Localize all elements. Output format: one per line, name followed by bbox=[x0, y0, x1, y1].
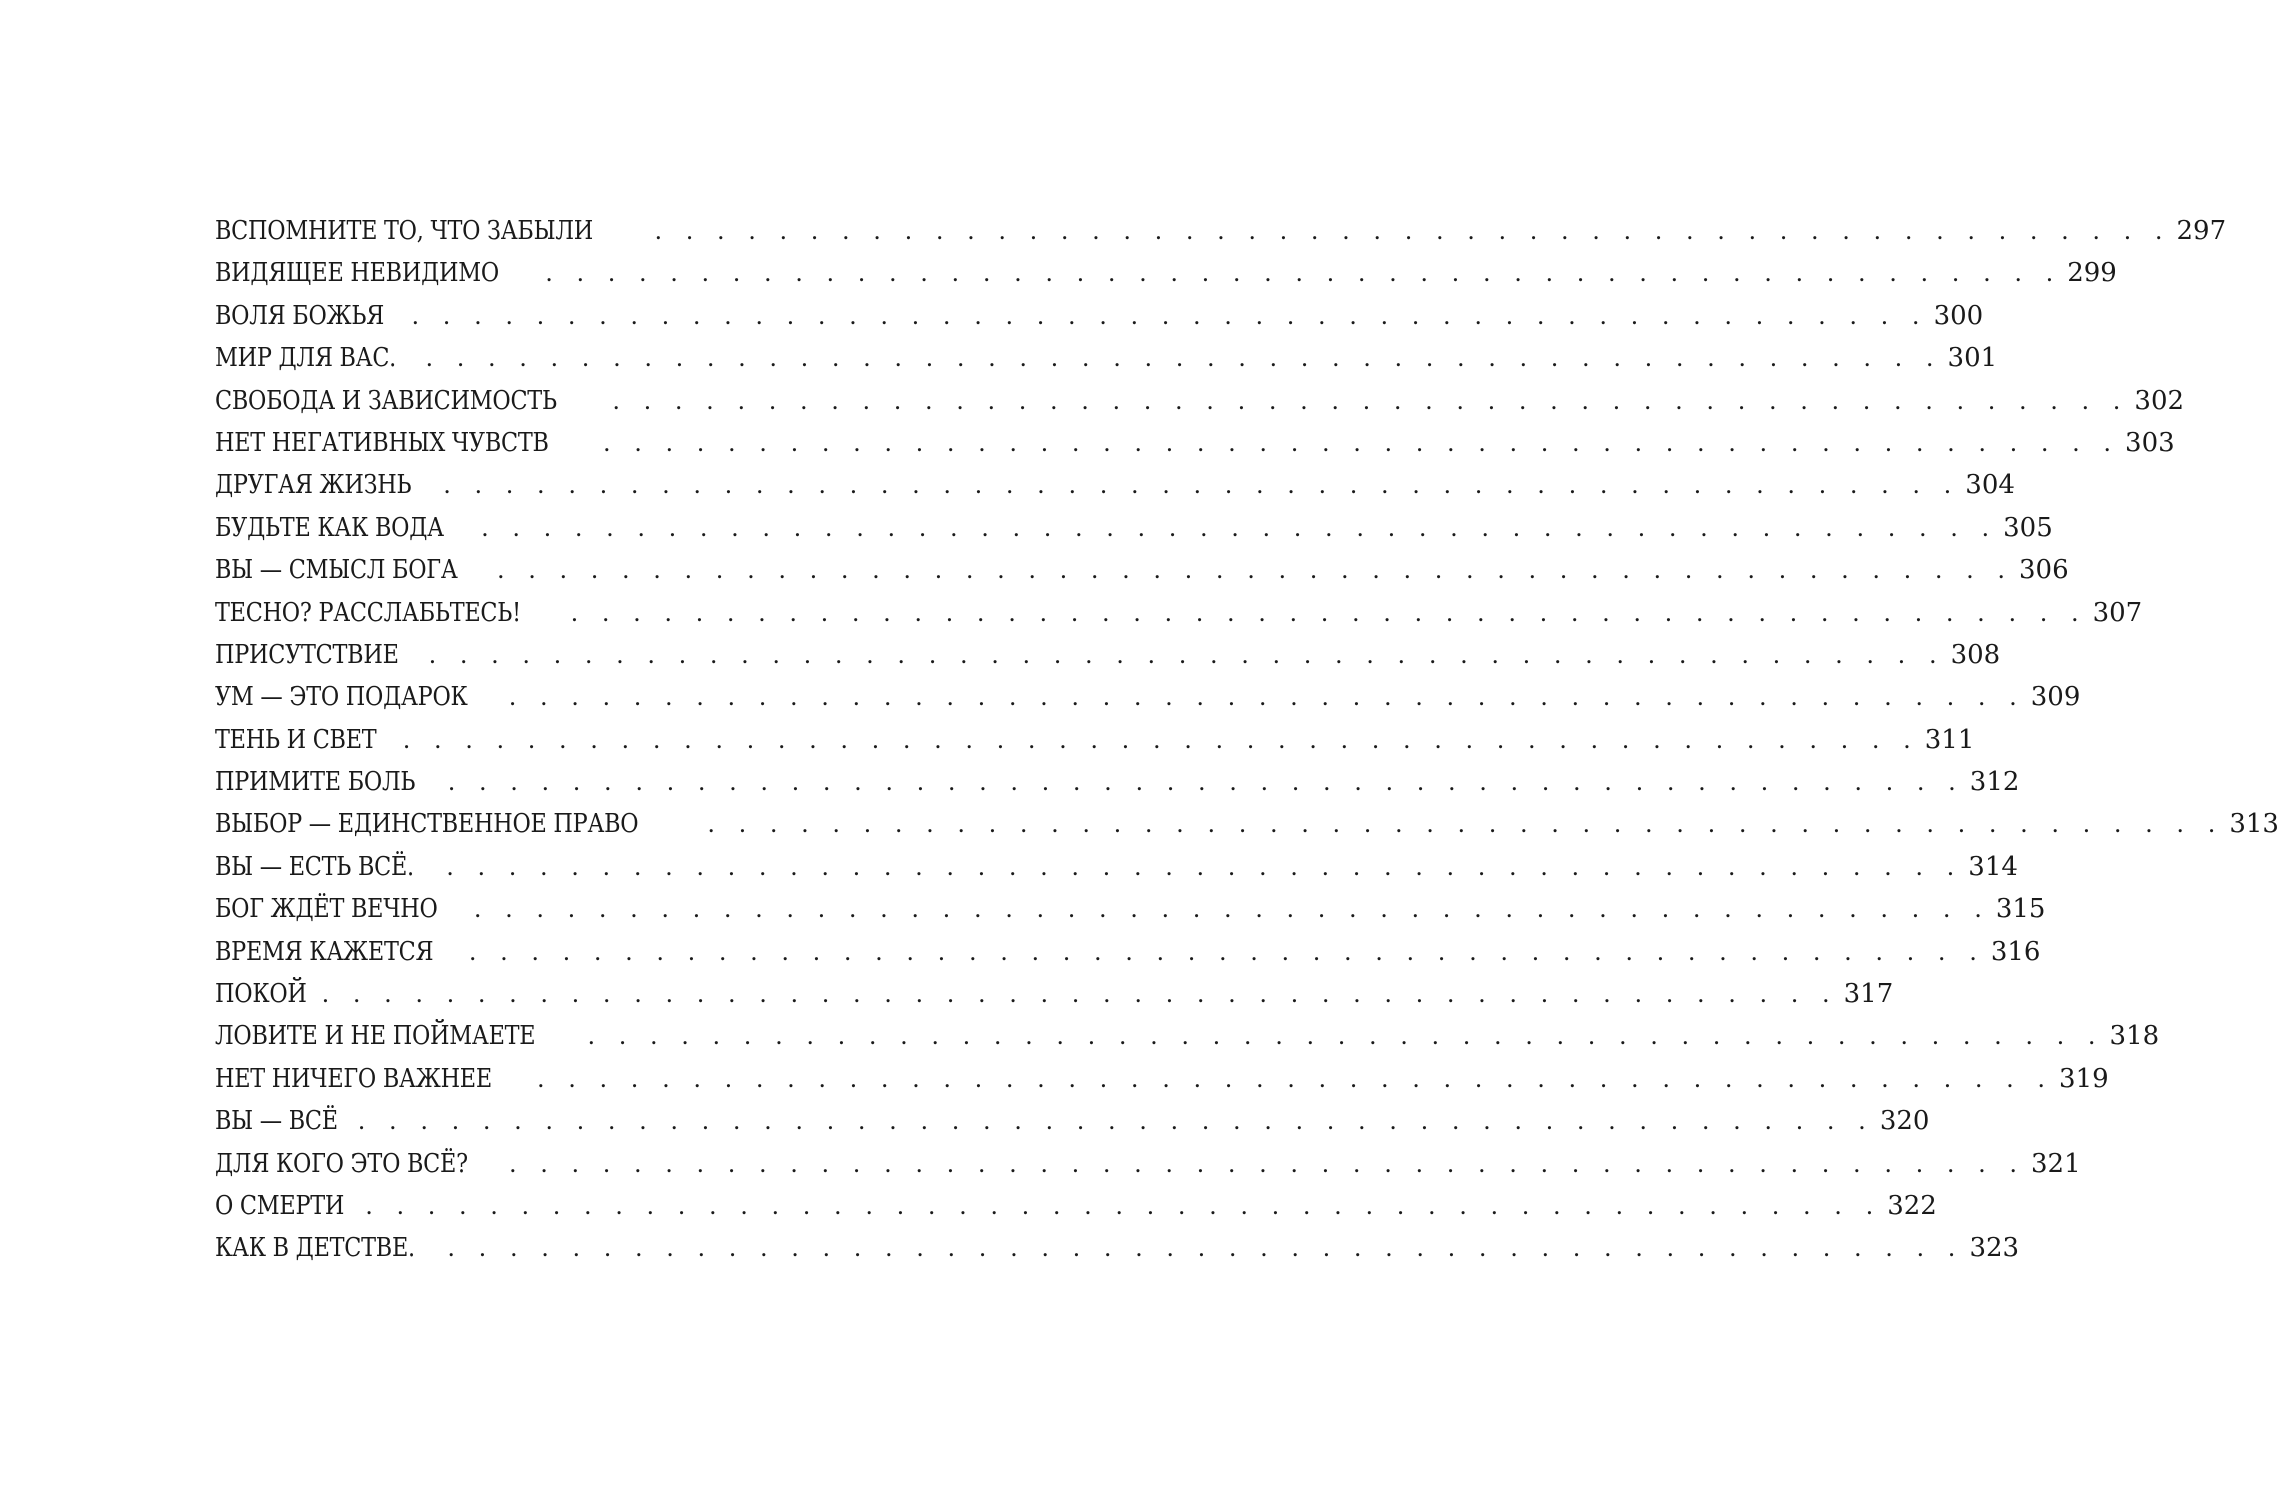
toc-entry-page: 303 bbox=[2125, 427, 2175, 458]
toc-dot-leader: . . . . . . . . . . . . . . . . . . . . . . . . . . . . . . . . . . . . . . . . . . . . . . . . . bbox=[545, 259, 2062, 288]
toc-entry-page: 297 bbox=[2176, 216, 2227, 246]
toc-entry-page: 313 bbox=[2229, 809, 2279, 840]
toc-entry-title: ВОЛЯ БОЖЬЯ bbox=[215, 300, 385, 331]
toc-entry-title: ТЕНЬ И СВЕТ bbox=[215, 724, 377, 755]
toc-entry-title: БУДЬТЕ КАК ВОДА bbox=[215, 512, 444, 543]
toc-dot-leader: . . . . . . . . . . . . . . . . . . . . . . . . . . . . . . . . . . . . . . . . . . . . . . . . . bbox=[481, 513, 1998, 542]
toc-dot-leader: . . . . . . . . . . . . . . . . . . . . . . . . . . . . . . . . . . . . . . . . . . . . . . . . . bbox=[411, 301, 1928, 330]
toc-dot-leader: . . . . . . . . . . . . . . . . . . . . . . . . . . . . . . . . . . . . . . . . . . . . . . . . . bbox=[497, 556, 2014, 585]
toc-entry-page: 299 bbox=[2067, 258, 2117, 289]
toc-entry[interactable] bbox=[215, 1100, 1930, 1142]
toc-entry[interactable] bbox=[215, 719, 1975, 761]
toc-entry[interactable] bbox=[215, 931, 2041, 973]
table-of-contents bbox=[215, 210, 2279, 1270]
toc-dot-leader: . . . . . . . . . . . . . . . . . . . . . . . . . . . . . . . . . . . . . . . . . . . . . . . . . bbox=[587, 1022, 2104, 1051]
toc-entry-title: ВЫ — ВСЁ bbox=[215, 1106, 338, 1137]
toc-entry-title: ВИДЯЩЕЕ НЕВИДИМО bbox=[215, 258, 499, 289]
toc-dot-leader: . . . . . . . . . . . . . . . . . . . . . . . . . . . . . . . . . . . . . . . . . . . . . . . . . bbox=[443, 471, 1960, 500]
toc-dot-leader: . . . . . . . . . . . . . . . . . . . . . . . . . . . . . . . . . . . . . . . . . . . . . . . . . bbox=[402, 725, 1919, 754]
toc-entry-title: БОГ ЖДЁТ ВЕЧНО bbox=[215, 894, 438, 925]
toc-entry[interactable] bbox=[215, 1143, 2081, 1185]
toc-dot-leader: . . . . . . . . . . . . . . . . . . . . . . . . . . . . . . . . . . . . . . . . . . . . . . . . . bbox=[446, 852, 1963, 881]
toc-entry[interactable] bbox=[215, 295, 1984, 337]
toc-entry-title: ВЫ — ЕСТЬ ВСЁ. bbox=[215, 851, 414, 882]
toc-entry-title: МИР ДЛЯ ВАС. bbox=[215, 343, 397, 374]
toc-entry-page: 317 bbox=[1843, 979, 1894, 1010]
toc-entry-title: ПРИМИТЕ БОЛЬ bbox=[215, 767, 416, 798]
toc-entry-title: ПРИСУТСТВИЕ bbox=[215, 639, 399, 670]
toc-entry[interactable] bbox=[215, 1227, 2020, 1269]
toc-entry[interactable] bbox=[215, 507, 2053, 549]
toc-entry-page: 304 bbox=[1965, 470, 2015, 501]
toc-entry-page: 308 bbox=[1950, 639, 2001, 670]
toc-dot-leader: . . . . . . . . . . . . . . . . . . . . . . . . . . . . . . . . . . . . . . . . . . . . . . . . . bbox=[508, 683, 2025, 712]
toc-entry-title: НЕТ НИЧЕГО ВАЖНЕЕ bbox=[215, 1063, 492, 1094]
toc-entry-title: ТЕСНО? РАССЛАБЬТЕСЬ! bbox=[215, 597, 521, 628]
toc-entry-title: ПОКОЙ bbox=[215, 979, 307, 1010]
toc-entry[interactable] bbox=[215, 1058, 2109, 1100]
toc-entry-title: О СМЕРТИ bbox=[215, 1190, 345, 1221]
toc-entry[interactable] bbox=[215, 422, 2175, 464]
toc-entry[interactable] bbox=[215, 252, 2117, 294]
toc-entry-title: НЕТ НЕГАТИВНЫХ ЧУВСТВ bbox=[215, 427, 549, 458]
toc-dot-leader: . . . . . . . . . . . . . . . . . . . . . . . . . . . . . . . . . . . . . . . . . . . . . . . . . bbox=[447, 768, 1964, 797]
toc-entry-page: 319 bbox=[2059, 1063, 2109, 1094]
toc-entry-page: 322 bbox=[1887, 1190, 1937, 1221]
toc-entry-page: 315 bbox=[1995, 894, 2046, 925]
toc-entry-page: 311 bbox=[1924, 724, 1975, 755]
toc-dot-leader: . . . . . . . . . . . . . . . . . . . . . . . . . . . . . . . . . . . . . . . . . . . . . . . . . bbox=[365, 1191, 1882, 1220]
toc-entry-title: ЛОВИТЕ И НЕ ПОЙМАЕТЕ bbox=[215, 1021, 536, 1052]
toc-entry-page: 316 bbox=[1990, 936, 2041, 967]
toc-entry[interactable] bbox=[215, 549, 2069, 591]
toc-dot-leader: . . . . . . . . . . . . . . . . . . . . . . . . . . . . . . . . . . . . . . . . . . . . . . . . . bbox=[428, 640, 1945, 669]
toc-entry-page: 300 bbox=[1933, 300, 1984, 331]
toc-entry-page: 320 bbox=[1879, 1106, 1930, 1137]
toc-dot-leader: . . . . . . . . . . . . . . . . . . . . . . . . . . . . . . . . . . . . . . . . . . . . . . . . . bbox=[425, 344, 1942, 373]
toc-entry-title: КАК В ДЕТСТВЕ. bbox=[215, 1233, 415, 1264]
toc-dot-leader: . . . . . . . . . . . . . . . . . . . . . . . . . . . . . . . . . . . . . . . . . . . . . . . . . bbox=[570, 598, 2087, 627]
toc-dot-leader: . . . . . . . . . . . . . . . . . . . . . . . . . . . . . . . . . . . . . . . . . . . . . . . . . bbox=[321, 980, 1838, 1009]
toc-entry-page: 302 bbox=[2134, 385, 2185, 416]
toc-entry[interactable] bbox=[215, 337, 1998, 379]
toc-entry-title: ВРЕМЯ КАЖЕТСЯ bbox=[215, 936, 434, 967]
toc-dot-leader: . . . . . . . . . . . . . . . . . . . . . . . . . . . . . . . . . . . . . . . . . . . . . . . . . bbox=[537, 1064, 2054, 1093]
toc-entry[interactable] bbox=[215, 676, 2081, 718]
toc-entry[interactable] bbox=[215, 380, 2185, 422]
toc-dot-leader: . . . . . . . . . . . . . . . . . . . . . . . . . . . . . . . . . . . . . . . . . . . . . . . . . bbox=[603, 428, 2120, 457]
toc-entry[interactable] bbox=[215, 464, 2015, 506]
toc-dot-leader: . . . . . . . . . . . . . . . . . . . . . . . . . . . . . . . . . . . . . . . . . . . . . . . . . bbox=[707, 810, 2224, 839]
toc-entry[interactable] bbox=[215, 210, 2227, 252]
toc-dot-leader: . . . . . . . . . . . . . . . . . . . . . . . . . . . . . . . . . . . . . . . . . . . . . . . . . bbox=[447, 1234, 1964, 1263]
toc-entry-page: 323 bbox=[1969, 1233, 2020, 1264]
toc-entry-page: 318 bbox=[2109, 1021, 2160, 1052]
toc-entry-title: ДЛЯ КОГО ЭТО ВСЁ? bbox=[215, 1148, 468, 1179]
toc-entry-page: 307 bbox=[2092, 597, 2143, 628]
toc-dot-leader: . . . . . . . . . . . . . . . . . . . . . . . . . . . . . . . . . . . . . . . . . . . . . . . . . bbox=[508, 1149, 2025, 1178]
toc-entry[interactable] bbox=[215, 592, 2143, 634]
toc-entry[interactable] bbox=[215, 1015, 2160, 1057]
toc-entry[interactable] bbox=[215, 803, 2279, 845]
toc-entry[interactable] bbox=[215, 761, 2020, 803]
toc-entry-title: ВЫ — СМЫСЛ БОГА bbox=[215, 555, 458, 586]
toc-dot-leader: . . . . . . . . . . . . . . . . . . . . . . . . . . . . . . . . . . . . . . . . . . . . . . . . . bbox=[468, 937, 1985, 966]
toc-entry[interactable] bbox=[215, 634, 2001, 676]
toc-dot-leader: . . . . . . . . . . . . . . . . . . . . . . . . . . . . . . . . . . . . . . . . . . . . . . . . . bbox=[654, 217, 2171, 245]
toc-entry-title: УМ — ЭТО ПОДАРОК bbox=[215, 682, 468, 713]
toc-dot-leader: . . . . . . . . . . . . . . . . . . . . . . . . . . . . . . . . . . . . . . . . . . . . . . . . . bbox=[473, 895, 1990, 924]
toc-entry-page: 321 bbox=[2030, 1148, 2081, 1179]
toc-entry[interactable] bbox=[215, 973, 1894, 1015]
toc-entry-page: 306 bbox=[2019, 555, 2069, 586]
toc-entry-page: 305 bbox=[2003, 512, 2053, 543]
toc-dot-leader: . . . . . . . . . . . . . . . . . . . . . . . . . . . . . . . . . . . . . . . . . . . . . . . . . bbox=[357, 1107, 1874, 1136]
toc-entry[interactable] bbox=[215, 888, 2046, 930]
toc-entry-page: 301 bbox=[1947, 343, 1998, 374]
toc-entry-title: ВЫБОР — ЕДИНСТВЕННОЕ ПРАВО bbox=[215, 809, 639, 840]
toc-entry-title: ВСПОМНИТЕ ТО, ЧТО ЗАБЫЛИ bbox=[215, 216, 593, 246]
toc-entry-page: 314 bbox=[1968, 851, 2018, 882]
toc-entry[interactable] bbox=[215, 846, 2018, 888]
toc-dot-leader: . . . . . . . . . . . . . . . . . . . . . . . . . . . . . . . . . . . . . . . . . . . . . . . . . bbox=[612, 386, 2129, 415]
toc-entry-page: 309 bbox=[2030, 682, 2081, 713]
toc-entry-title: ДРУГАЯ ЖИЗНЬ bbox=[215, 470, 412, 501]
toc-entry[interactable] bbox=[215, 1185, 1937, 1227]
toc-entry-title: СВОБОДА И ЗАВИСИМОСТЬ bbox=[215, 385, 557, 416]
toc-entry-page: 312 bbox=[1969, 767, 2020, 798]
